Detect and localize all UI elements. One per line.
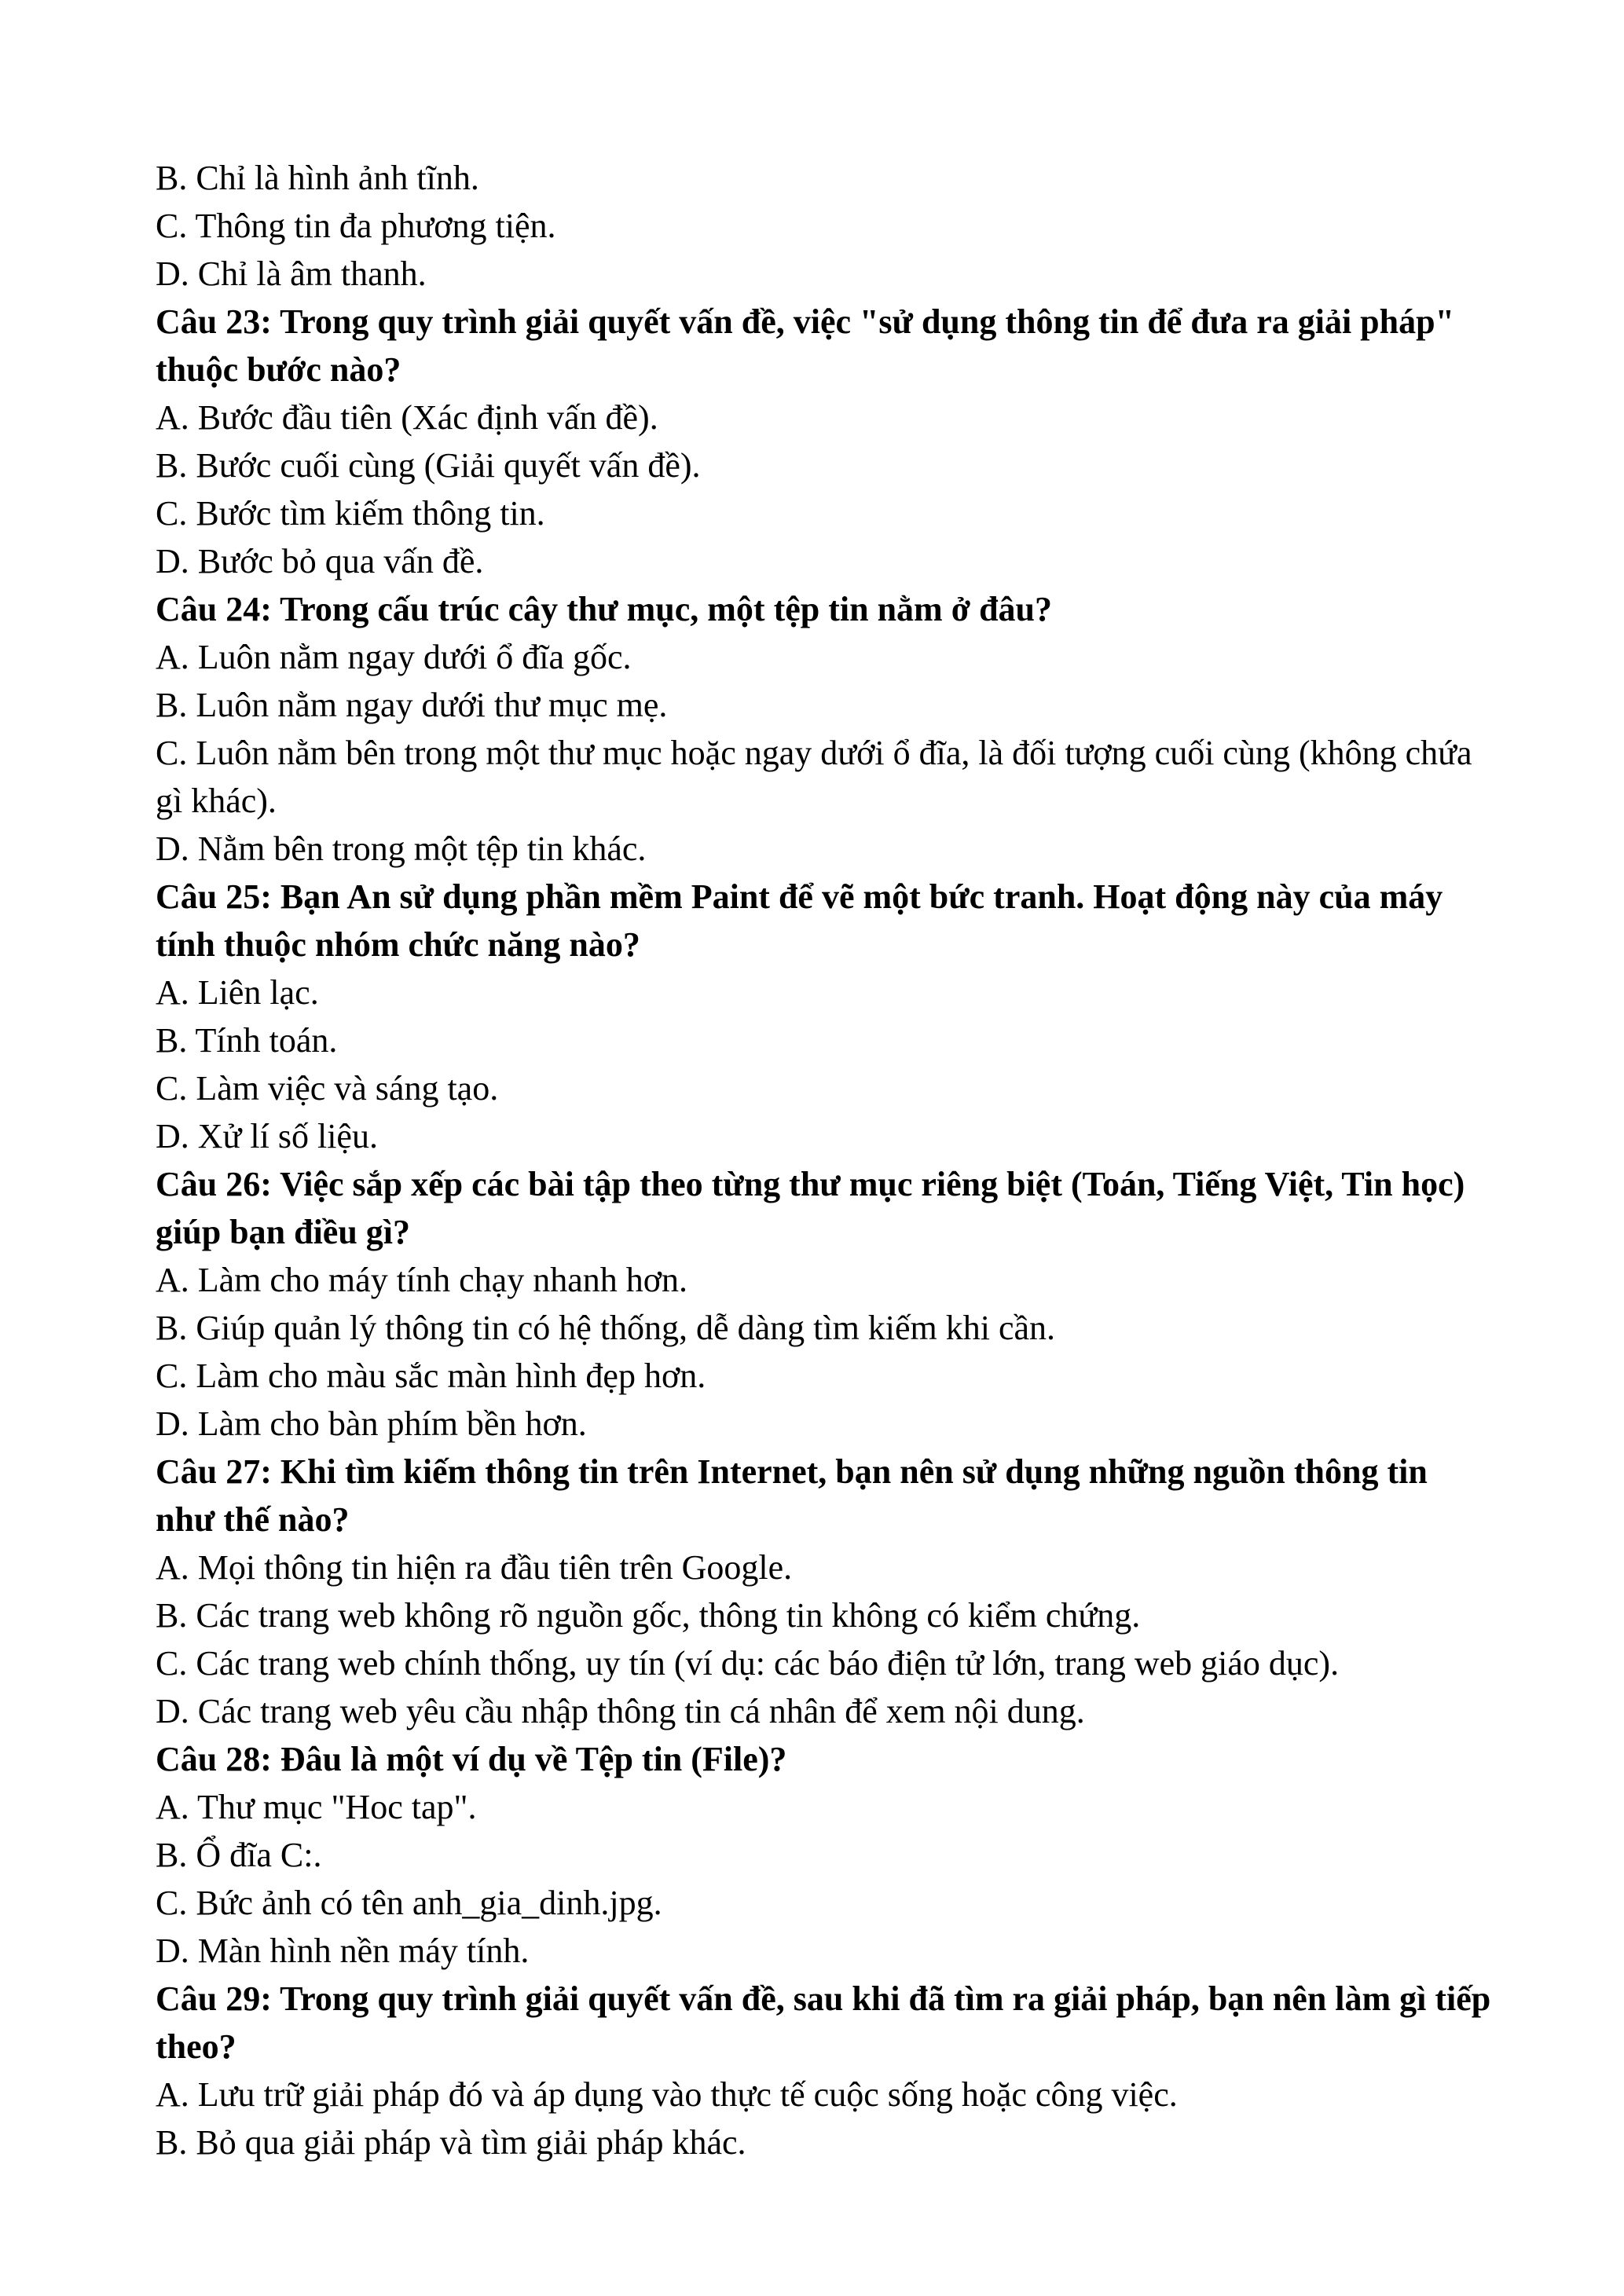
- question-25-title: Câu 25: Bạn An sử dụng phần mềm Paint để vẽ một bức tranh. Hoạt động này của máy tính thuộc nhóm chức năng nào?: [156, 877, 1443, 964]
- option-text: A. Bước đầu tiên (Xác định vấn đề).: [156, 398, 658, 437]
- option-text: B. Tính toán.: [156, 1021, 338, 1060]
- option-text: B. Bỏ qua giải pháp và tìm giải pháp khác.: [156, 2123, 746, 2162]
- option-text: B. Luôn nằm ngay dưới thư mục mẹ.: [156, 686, 668, 724]
- option-text: B. Giúp quản lý thông tin có hệ thống, dễ dàng tìm kiếm khi cần.: [156, 1309, 1056, 1347]
- option-text: B. Ổ đĩa C:.: [156, 1836, 322, 1874]
- option-text: D. Các trang web yêu cầu nhập thông tin cá nhân để xem nội dung.: [156, 1692, 1085, 1730]
- option-text: D. Xử lí số liệu.: [156, 1117, 378, 1155]
- option-text: C. Làm việc và sáng tạo.: [156, 1069, 499, 1108]
- option-text: C. Thông tin đa phương tiện.: [156, 207, 556, 245]
- option-text: A. Liên lạc.: [156, 973, 319, 1012]
- option-text: A. Luôn nằm ngay dưới ổ đĩa gốc.: [156, 638, 632, 676]
- option-text: C. Các trang web chính thống, uy tín (ví dụ: các báo điện tử lớn, trang web giáo dục).: [156, 1644, 1340, 1683]
- option-text: D. Nằm bên trong một tệp tin khác.: [156, 829, 647, 868]
- option-text: C. Làm cho màu sắc màn hình đẹp hơn.: [156, 1357, 706, 1395]
- document-page: [156, 154, 1491, 2166]
- option-text: C. Luôn nằm bên trong một thư mục hoặc ngay dưới ổ đĩa, là đối tượng cuối cùng (không chứa gì khác).: [156, 734, 1472, 820]
- question-27-title: Câu 27: Khi tìm kiếm thông tin trên Internet, bạn nên sử dụng những nguồn thông tin như thế nào?: [156, 1452, 1428, 1539]
- option-text: B. Chỉ là hình ảnh tĩnh.: [156, 159, 479, 197]
- option-text: B. Các trang web không rõ nguồn gốc, thông tin không có kiểm chứng.: [156, 1596, 1141, 1635]
- option-text: A. Làm cho máy tính chạy nhanh hơn.: [156, 1261, 687, 1299]
- question-28-title: Câu 28: Đâu là một ví dụ về Tệp tin (File)?: [156, 1740, 787, 1778]
- option-text: B. Bước cuối cùng (Giải quyết vấn đề).: [156, 446, 701, 485]
- question-26-title: Câu 26: Việc sắp xếp các bài tập theo từng thư mục riêng biệt (Toán, Tiếng Việt, Tin học) giúp bạn điều gì?: [156, 1165, 1465, 1251]
- option-text: D. Làm cho bàn phím bền hơn.: [156, 1404, 587, 1443]
- question-23-title: Câu 23: Trong quy trình giải quyết vấn đề, việc "sử dụng thông tin để đưa ra giải pháp" thuộc bước nào?: [156, 302, 1455, 389]
- option-text: A. Thư mục "Hoc tap".: [156, 1788, 477, 1826]
- option-text: C. Bức ảnh có tên anh_gia_dinh.jpg.: [156, 1884, 662, 1922]
- question-29-title: Câu 29: Trong quy trình giải quyết vấn đề, sau khi đã tìm ra giải pháp, bạn nên làm gì tiếp theo?: [156, 1979, 1491, 2066]
- option-text: C. Bước tìm kiếm thông tin.: [156, 494, 545, 533]
- option-text: A. Lưu trữ giải pháp đó và áp dụng vào thực tế cuộc sống hoặc công việc.: [156, 2075, 1178, 2114]
- option-text: D. Chỉ là âm thanh.: [156, 255, 427, 293]
- question-24-title: Câu 24: Trong cấu trúc cây thư mục, một tệp tin nằm ở đâu?: [156, 590, 1053, 628]
- option-text: D. Màn hình nền máy tính.: [156, 1932, 530, 1970]
- option-text: D. Bước bỏ qua vấn đề.: [156, 542, 484, 580]
- option-text: A. Mọi thông tin hiện ra đầu tiên trên Google.: [156, 1548, 793, 1587]
